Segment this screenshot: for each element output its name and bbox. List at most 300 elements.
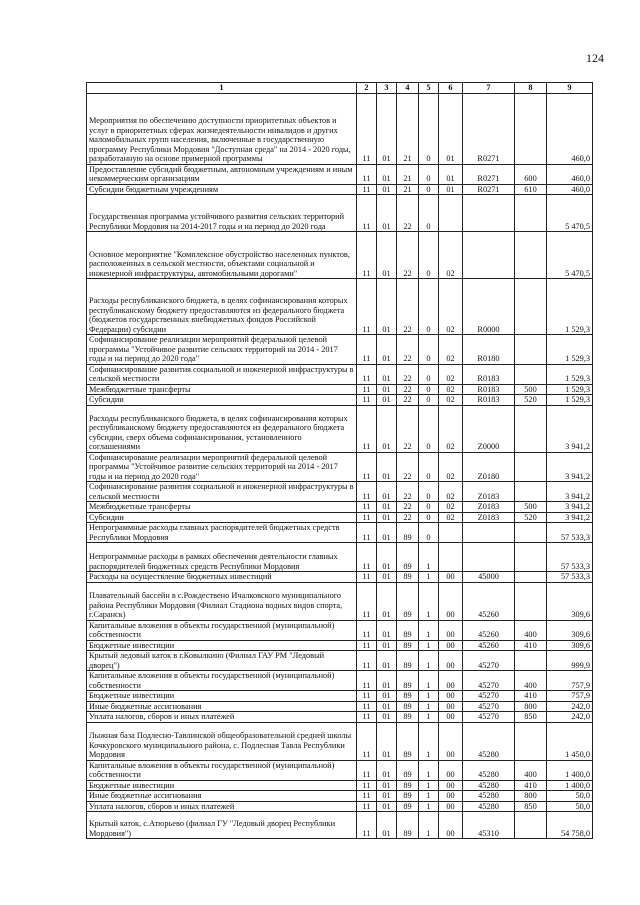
- code-cell: 1: [419, 691, 439, 702]
- row-name-cell: Иные бюджетные ассигнования: [87, 701, 357, 712]
- amount-cell: 999,9: [547, 651, 593, 671]
- table-row: [87, 620, 593, 640]
- row-name-cell: Софинансирование реализации мероприятий федеральной целевой программы "Устойчивое развитие сельских территорий на 2014 - 2017 годы и на период до 2020 года": [87, 452, 357, 482]
- row-name-cell: Бюджетные инвестиции: [87, 780, 357, 791]
- code-cell: 01: [377, 164, 397, 184]
- amount-cell: 1 529,3: [547, 335, 593, 365]
- code-cell: 01: [377, 791, 397, 802]
- code-cell: 45280: [463, 791, 515, 802]
- code-cell: 1: [419, 760, 439, 780]
- table-row: [87, 651, 593, 671]
- table-row: [87, 780, 593, 791]
- code-cell: R0271: [463, 184, 515, 195]
- code-cell: 02: [439, 405, 463, 452]
- code-cell: 500: [515, 384, 547, 395]
- amount-cell: 757,9: [547, 671, 593, 691]
- code-cell: 45270: [463, 651, 515, 671]
- row-name-cell: Межбюджетные трансферты: [87, 502, 357, 513]
- code-cell: 02: [439, 395, 463, 406]
- row-name-cell: Уплата налогов, сборов и иных платежей: [87, 801, 357, 812]
- code-cell: 22: [397, 364, 419, 384]
- code-cell: 89: [397, 691, 419, 702]
- row-name-cell: Субсидии: [87, 512, 357, 523]
- column-header: 5: [419, 83, 439, 94]
- amount-cell: 1 450,0: [547, 722, 593, 760]
- code-cell: 00: [439, 812, 463, 839]
- code-cell: 01: [377, 482, 397, 502]
- code-cell: 610: [515, 184, 547, 195]
- table-row: [87, 691, 593, 702]
- code-cell: 45310: [463, 812, 515, 839]
- table-row: [87, 712, 593, 723]
- table-row: [87, 452, 593, 482]
- code-cell: 22: [397, 395, 419, 406]
- code-cell: 1: [419, 620, 439, 640]
- code-cell: Z0183: [463, 512, 515, 523]
- code-cell: 89: [397, 651, 419, 671]
- code-cell: 02: [439, 482, 463, 502]
- code-cell: 11: [357, 482, 377, 502]
- code-cell: 01: [377, 801, 397, 812]
- row-name-cell: Мероприятия по обеспечению доступности приоритетных объектов и услуг в приоритетных сферах жизнедеятельности инвалидов и других маломобильных групп населения, включенные в государственную программу Республики Мордовия "Доступная среда" на 2014 - 2020 годы, разработанную на основе примерной программы: [87, 93, 357, 164]
- code-cell: 22: [397, 232, 419, 279]
- row-name-cell: Межбюджетные трансферты: [87, 384, 357, 395]
- code-cell: 11: [357, 801, 377, 812]
- table-row: [87, 364, 593, 384]
- code-cell: 850: [515, 801, 547, 812]
- row-name-cell: Капитальные вложения в объекты государственной (муниципальной) собственности: [87, 620, 357, 640]
- amount-cell: 3 941,2: [547, 482, 593, 502]
- table-row: [87, 279, 593, 335]
- amount-cell: 3 941,2: [547, 512, 593, 523]
- code-cell: 1: [419, 671, 439, 691]
- code-cell: 400: [515, 620, 547, 640]
- code-cell: 22: [397, 452, 419, 482]
- code-cell: [463, 543, 515, 572]
- code-cell: 22: [397, 482, 419, 502]
- amount-cell: 460,0: [547, 184, 593, 195]
- table-row: [87, 760, 593, 780]
- code-cell: 01: [377, 384, 397, 395]
- code-cell: R0271: [463, 93, 515, 164]
- code-cell: 45280: [463, 780, 515, 791]
- code-cell: Z0000: [463, 405, 515, 452]
- code-cell: 800: [515, 791, 547, 802]
- table-row: [87, 801, 593, 812]
- code-cell: 520: [515, 512, 547, 523]
- code-cell: 11: [357, 452, 377, 482]
- amount-cell: 309,6: [547, 640, 593, 651]
- code-cell: 89: [397, 620, 419, 640]
- column-header: 2: [357, 83, 377, 94]
- code-cell: 02: [439, 512, 463, 523]
- table-row: [87, 384, 593, 395]
- amount-cell: 57 533,3: [547, 543, 593, 572]
- code-cell: 410: [515, 691, 547, 702]
- code-cell: 11: [357, 335, 377, 365]
- code-cell: 89: [397, 780, 419, 791]
- row-name-cell: Лыжная база Подлесно-Тавлинской общеобразовательной средней школы Кочкуровского муниципального района, с. Подлесная Тавла Республики Мордовия: [87, 722, 357, 760]
- code-cell: 0: [419, 93, 439, 164]
- amount-cell: 309,6: [547, 620, 593, 640]
- code-cell: 01: [377, 184, 397, 195]
- code-cell: 11: [357, 232, 377, 279]
- code-cell: 45280: [463, 760, 515, 780]
- row-name-cell: Крытый каток, с.Атюрьево (филиал ГУ "Ледовый дворец Республики Мордовия"): [87, 812, 357, 839]
- code-cell: 89: [397, 671, 419, 691]
- amount-cell: 1 529,3: [547, 279, 593, 335]
- code-cell: 00: [439, 671, 463, 691]
- code-cell: 89: [397, 801, 419, 812]
- code-cell: 00: [439, 801, 463, 812]
- code-cell: 11: [357, 760, 377, 780]
- code-cell: 0: [419, 502, 439, 513]
- table-row: [87, 184, 593, 195]
- code-cell: R0183: [463, 395, 515, 406]
- code-cell: R0271: [463, 164, 515, 184]
- budget-table: [86, 82, 593, 839]
- code-cell: 45260: [463, 640, 515, 651]
- header-row: [87, 83, 593, 94]
- amount-cell: 460,0: [547, 93, 593, 164]
- table-row: [87, 195, 593, 232]
- code-cell: 1: [419, 712, 439, 723]
- table-row: [87, 582, 593, 620]
- code-cell: 01: [377, 701, 397, 712]
- code-cell: 850: [515, 712, 547, 723]
- code-cell: [515, 572, 547, 583]
- code-cell: 89: [397, 791, 419, 802]
- code-cell: 22: [397, 405, 419, 452]
- code-cell: 00: [439, 572, 463, 583]
- table-row: [87, 791, 593, 802]
- code-cell: 89: [397, 582, 419, 620]
- amount-cell: 1 529,3: [547, 364, 593, 384]
- code-cell: 01: [377, 232, 397, 279]
- code-cell: 01: [377, 691, 397, 702]
- code-cell: R0180: [463, 335, 515, 365]
- code-cell: 01: [377, 195, 397, 232]
- code-cell: 0: [419, 195, 439, 232]
- code-cell: 11: [357, 384, 377, 395]
- code-cell: 01: [377, 651, 397, 671]
- code-cell: 45270: [463, 671, 515, 691]
- row-name-cell: Бюджетные инвестиции: [87, 691, 357, 702]
- code-cell: 01: [377, 722, 397, 760]
- table-row: [87, 502, 593, 513]
- code-cell: 0: [419, 364, 439, 384]
- code-cell: 89: [397, 760, 419, 780]
- code-cell: 89: [397, 712, 419, 723]
- code-cell: 00: [439, 760, 463, 780]
- code-cell: 02: [439, 279, 463, 335]
- column-header: 4: [397, 83, 419, 94]
- table-row: [87, 640, 593, 651]
- code-cell: 00: [439, 691, 463, 702]
- code-cell: 01: [377, 523, 397, 543]
- code-cell: 11: [357, 712, 377, 723]
- table-row: [87, 93, 593, 164]
- code-cell: [515, 543, 547, 572]
- code-cell: 410: [515, 640, 547, 651]
- table-row: [87, 543, 593, 572]
- code-cell: Z0183: [463, 502, 515, 513]
- table-row: [87, 722, 593, 760]
- row-name-cell: Капитальные вложения в объекты государственной (муниципальной) собственности: [87, 760, 357, 780]
- amount-cell: 1 529,3: [547, 384, 593, 395]
- table-row: [87, 812, 593, 839]
- table-row: [87, 335, 593, 365]
- code-cell: 500: [515, 502, 547, 513]
- code-cell: 11: [357, 184, 377, 195]
- amount-cell: 5 470,5: [547, 195, 593, 232]
- row-name-cell: Софинансирование развития социальной и инженерной инфраструктуры в сельской местности: [87, 482, 357, 502]
- row-name-cell: Государственная программа устойчивого развития сельских территорий Республики Мордовия на 2014-2017 годы и на период до 2020 года: [87, 195, 357, 232]
- code-cell: 01: [377, 502, 397, 513]
- code-cell: 0: [419, 452, 439, 482]
- code-cell: 89: [397, 572, 419, 583]
- code-cell: 00: [439, 791, 463, 802]
- amount-cell: 1 529,3: [547, 395, 593, 406]
- code-cell: 02: [439, 384, 463, 395]
- code-cell: 89: [397, 640, 419, 651]
- code-cell: 1: [419, 701, 439, 712]
- code-cell: 01: [377, 671, 397, 691]
- code-cell: 11: [357, 620, 377, 640]
- code-cell: 600: [515, 164, 547, 184]
- code-cell: 410: [515, 780, 547, 791]
- code-cell: [439, 543, 463, 572]
- code-cell: 1: [419, 651, 439, 671]
- code-cell: 02: [439, 364, 463, 384]
- amount-cell: 5 470,5: [547, 232, 593, 279]
- code-cell: 01: [377, 543, 397, 572]
- code-cell: 1: [419, 640, 439, 651]
- code-cell: [515, 364, 547, 384]
- row-name-cell: Расходы республиканского бюджета, в целях софинансирования которых республиканскому бюджету предоставляются из федерального бюджета (бюджетов государственных внебюджетных фондов Российской Федерации) субсидии: [87, 279, 357, 335]
- code-cell: 01: [377, 760, 397, 780]
- code-cell: 02: [439, 335, 463, 365]
- code-cell: 22: [397, 335, 419, 365]
- amount-cell: 3 941,2: [547, 502, 593, 513]
- code-cell: [463, 523, 515, 543]
- code-cell: 11: [357, 671, 377, 691]
- table-row: [87, 523, 593, 543]
- code-cell: 0: [419, 232, 439, 279]
- row-name-cell: Субсидии: [87, 395, 357, 406]
- row-name-cell: Иные бюджетные ассигнования: [87, 791, 357, 802]
- code-cell: 01: [377, 335, 397, 365]
- row-name-cell: Расходы республиканского бюджета, в целях софинансирования которых республиканскому бюджету предоставляются из федерального бюджета субсидии, сверх объема софинансирования, установленного соглашениями: [87, 405, 357, 452]
- code-cell: [515, 651, 547, 671]
- code-cell: 00: [439, 651, 463, 671]
- code-cell: 89: [397, 722, 419, 760]
- code-cell: [439, 195, 463, 232]
- code-cell: 11: [357, 543, 377, 572]
- code-cell: 45280: [463, 801, 515, 812]
- code-cell: 520: [515, 395, 547, 406]
- row-name-cell: Плавательный бассейн в с.Рождествено Ичалковского муниципального района Республики Мордовия (Филиал Стадиона водных видов спорта, г.Саранск): [87, 582, 357, 620]
- code-cell: 1: [419, 812, 439, 839]
- row-name-cell: Капитальные вложения в объекты государственной (муниципальной) собственности: [87, 671, 357, 691]
- code-cell: 11: [357, 502, 377, 513]
- table-row: [87, 482, 593, 502]
- code-cell: [515, 279, 547, 335]
- row-name-cell: Бюджетные инвестиции: [87, 640, 357, 651]
- code-cell: 89: [397, 701, 419, 712]
- code-cell: 1: [419, 543, 439, 572]
- code-cell: 0: [419, 184, 439, 195]
- row-name-cell: Предоставление субсидий бюджетным, автономным учреждениям и иным некоммерческим организациям: [87, 164, 357, 184]
- row-name-cell: Уплата налогов, сборов и иных платежей: [87, 712, 357, 723]
- amount-cell: 309,6: [547, 582, 593, 620]
- code-cell: 45270: [463, 712, 515, 723]
- code-cell: 00: [439, 780, 463, 791]
- code-cell: [515, 335, 547, 365]
- code-cell: 1: [419, 780, 439, 791]
- row-name-cell: Крытый ледовый каток в г.Ковылкино (Филиал ГАУ РМ "Ледовый дворец"): [87, 651, 357, 671]
- code-cell: 00: [439, 640, 463, 651]
- code-cell: 1: [419, 722, 439, 760]
- code-cell: Z0180: [463, 452, 515, 482]
- code-cell: 400: [515, 671, 547, 691]
- code-cell: 01: [377, 780, 397, 791]
- code-cell: 02: [439, 232, 463, 279]
- table-row: [87, 572, 593, 583]
- code-cell: 00: [439, 582, 463, 620]
- code-cell: 0: [419, 482, 439, 502]
- amount-cell: 57 533,3: [547, 523, 593, 543]
- code-cell: 11: [357, 405, 377, 452]
- code-cell: 00: [439, 620, 463, 640]
- code-cell: 22: [397, 384, 419, 395]
- table-body: [87, 93, 593, 839]
- column-header: 1: [87, 83, 357, 94]
- code-cell: 21: [397, 184, 419, 195]
- table-row: [87, 671, 593, 691]
- code-cell: [515, 232, 547, 279]
- row-name-cell: Расходы на осуществление бюджетных инвестиций: [87, 572, 357, 583]
- code-cell: [439, 523, 463, 543]
- column-header: 9: [547, 83, 593, 94]
- code-cell: [515, 93, 547, 164]
- column-header: 3: [377, 83, 397, 94]
- row-name-cell: Непрограммные расходы в рамках обеспечения деятельности главных распорядителей бюджетных средств Республики Мордовия: [87, 543, 357, 572]
- code-cell: 0: [419, 164, 439, 184]
- code-cell: 01: [377, 582, 397, 620]
- amount-cell: 54 758,0: [547, 812, 593, 839]
- code-cell: 11: [357, 812, 377, 839]
- code-cell: [515, 582, 547, 620]
- code-cell: 0: [419, 512, 439, 523]
- code-cell: 89: [397, 523, 419, 543]
- code-cell: 01: [377, 572, 397, 583]
- code-cell: 1: [419, 572, 439, 583]
- column-header: 6: [439, 83, 463, 94]
- code-cell: 11: [357, 691, 377, 702]
- code-cell: 01: [439, 184, 463, 195]
- code-cell: [515, 812, 547, 839]
- amount-cell: 1 400,0: [547, 780, 593, 791]
- code-cell: 45260: [463, 582, 515, 620]
- code-cell: [515, 482, 547, 502]
- table-row: [87, 512, 593, 523]
- code-cell: 11: [357, 640, 377, 651]
- code-cell: 00: [439, 701, 463, 712]
- code-cell: 400: [515, 760, 547, 780]
- code-cell: 45270: [463, 701, 515, 712]
- code-cell: 21: [397, 164, 419, 184]
- code-cell: 11: [357, 164, 377, 184]
- code-cell: 01: [377, 812, 397, 839]
- code-cell: 01: [377, 452, 397, 482]
- row-name-cell: Непрограммные расходы главных распорядителей бюджетных средств Республики Мордовия: [87, 523, 357, 543]
- code-cell: 0: [419, 384, 439, 395]
- code-cell: 0: [419, 279, 439, 335]
- code-cell: 21: [397, 93, 419, 164]
- code-cell: 800: [515, 701, 547, 712]
- code-cell: Z0183: [463, 482, 515, 502]
- code-cell: 11: [357, 582, 377, 620]
- row-name-cell: Софинансирование развития социальной и инженерной инфраструктуры в сельской местности: [87, 364, 357, 384]
- code-cell: [515, 722, 547, 760]
- code-cell: [515, 405, 547, 452]
- code-cell: 02: [439, 502, 463, 513]
- code-cell: 45270: [463, 691, 515, 702]
- column-header: 7: [463, 83, 515, 94]
- amount-cell: 1 400,0: [547, 760, 593, 780]
- code-cell: 01: [439, 93, 463, 164]
- code-cell: 11: [357, 701, 377, 712]
- code-cell: R0183: [463, 364, 515, 384]
- amount-cell: 757,9: [547, 691, 593, 702]
- code-cell: 22: [397, 512, 419, 523]
- code-cell: 45280: [463, 722, 515, 760]
- code-cell: 01: [377, 712, 397, 723]
- code-cell: [515, 452, 547, 482]
- code-cell: 89: [397, 543, 419, 572]
- page-number: 124: [586, 51, 604, 65]
- code-cell: 11: [357, 279, 377, 335]
- code-cell: 22: [397, 195, 419, 232]
- code-cell: 00: [439, 722, 463, 760]
- code-cell: 11: [357, 364, 377, 384]
- code-cell: [515, 523, 547, 543]
- code-cell: 1: [419, 791, 439, 802]
- code-cell: 11: [357, 395, 377, 406]
- code-cell: 89: [397, 812, 419, 839]
- amount-cell: 50,0: [547, 801, 593, 812]
- amount-cell: 3 941,2: [547, 405, 593, 452]
- table-row: [87, 701, 593, 712]
- row-name-cell: Софинансирование реализации мероприятий федеральной целевой программы "Устойчивое развитие сельских территорий на 2014 - 2017 годы и на период до 2020 года": [87, 335, 357, 365]
- code-cell: 11: [357, 791, 377, 802]
- code-cell: 11: [357, 651, 377, 671]
- code-cell: 01: [377, 364, 397, 384]
- code-cell: 01: [377, 395, 397, 406]
- code-cell: 0: [419, 395, 439, 406]
- code-cell: R0183: [463, 384, 515, 395]
- code-cell: 0: [419, 405, 439, 452]
- row-name-cell: Субсидии бюджетным учреждениям: [87, 184, 357, 195]
- code-cell: 11: [357, 780, 377, 791]
- code-cell: [515, 195, 547, 232]
- code-cell: 0: [419, 335, 439, 365]
- code-cell: 11: [357, 523, 377, 543]
- code-cell: 11: [357, 195, 377, 232]
- amount-cell: 50,0: [547, 791, 593, 802]
- code-cell: 00: [439, 712, 463, 723]
